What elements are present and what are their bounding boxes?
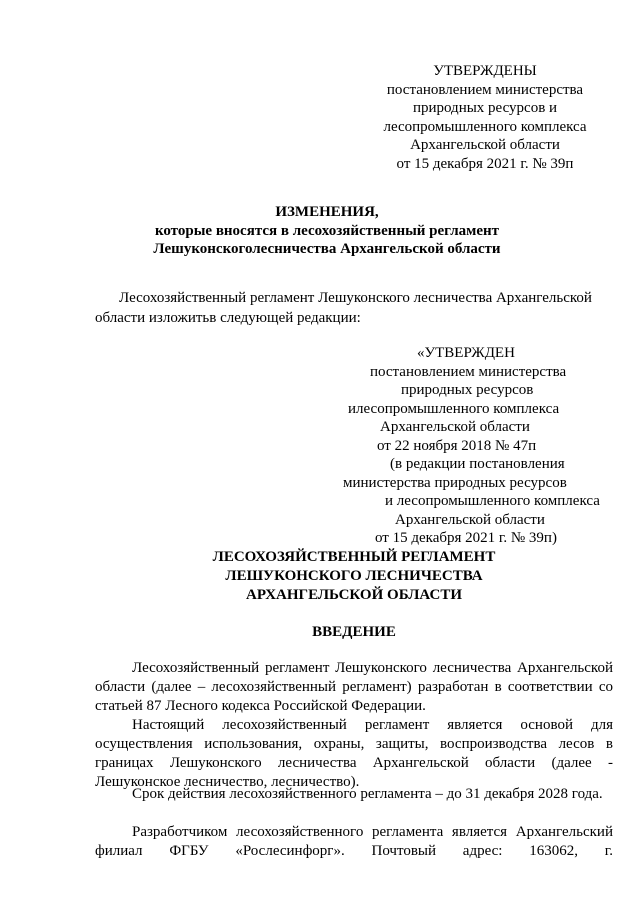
intro-line: области изложитьв следующей редакции: (95, 309, 361, 326)
approval-line: илесопромышленного комплекса (348, 400, 560, 417)
paragraph-validity-period: Срок действия лесохозяйственного регламента – до 31 декабря 2028 года. (132, 786, 603, 802)
regulation-title (95, 548, 613, 605)
paragraph-developer: Разработчиком лесохозяйственного регламента является Архангельский филиал ФГБУ «Рослесинфорг». Почтовый адрес: 163062, г. (95, 824, 613, 859)
approval-line: Архангельской области (395, 511, 545, 528)
approval-line: лесопромышленного комплекса (383, 118, 587, 135)
changes-title-line: Лешуконскоголесничества Архангельской области (153, 241, 501, 257)
changes-title (80, 203, 574, 259)
approval-line: и лесопромышленного комплекса (385, 493, 600, 509)
approval-line: постановлением министерства (386, 81, 584, 98)
approval-line: от 15 декабря 2021 г. № 39п (396, 155, 574, 172)
approval-line: Архангельской области (380, 419, 530, 435)
changes-title-line: ИЗМЕНЕНИЯ, (275, 204, 379, 220)
approval-line: Архангельской области (410, 137, 560, 154)
regulation-title-line: ЛЕСОХОЗЯЙСТВЕННЫЙ РЕГЛАМЕНТ (212, 549, 496, 565)
paragraph-developed-basis: Лесохозяйственный регламент Лешуконского лесничества Архангельской области (далее – лесохозяйственный регламент) разработан в соответствии со статьей 87 Лесного кодекса Российской Федерации. (95, 660, 613, 714)
approval-line: от 22 ноября 2018 № 47п (377, 437, 537, 454)
approval-line: министерства природных ресурсов (343, 474, 567, 491)
approval-line: «УТВЕРЖДЕН (417, 345, 515, 361)
intro-line: Лесохозяйственный регламент Лешуконского лесничества Архангельской (119, 290, 592, 306)
approval-line: природных ресурсов (401, 382, 534, 398)
regulation-title-line: АРХАНГЕЛЬСКОЙ ОБЛАСТИ (246, 587, 462, 603)
approval-line: УТВЕРЖДЕНЫ (433, 63, 537, 79)
changes-title-line: которые вносятся в лесохозяйственный регламент (154, 222, 500, 239)
paragraph-purpose: Настоящий лесохозяйственный регламент является основой для осуществления использования, охраны, защиты, воспроизводства лесов в границах Лешуконского лесничества Архангельской области (далее - Лешуконское лесничество, лесничество). (95, 717, 613, 790)
approval-line: природных ресурсов и (412, 100, 558, 117)
introduction-heading: ВВЕДЕНИЕ (312, 624, 396, 640)
approval-stamp-top (378, 62, 592, 174)
approval-line: (в редакции постановления (390, 456, 565, 472)
intro-paragraph (95, 289, 613, 328)
approval-line: постановлением министерства (370, 363, 567, 380)
approval-line: от 15 декабря 2021 г. № 39п) (375, 530, 557, 546)
regulation-title-line: ЛЕШУКОНСКОГО ЛЕСНИЧЕСТВА (225, 568, 483, 584)
